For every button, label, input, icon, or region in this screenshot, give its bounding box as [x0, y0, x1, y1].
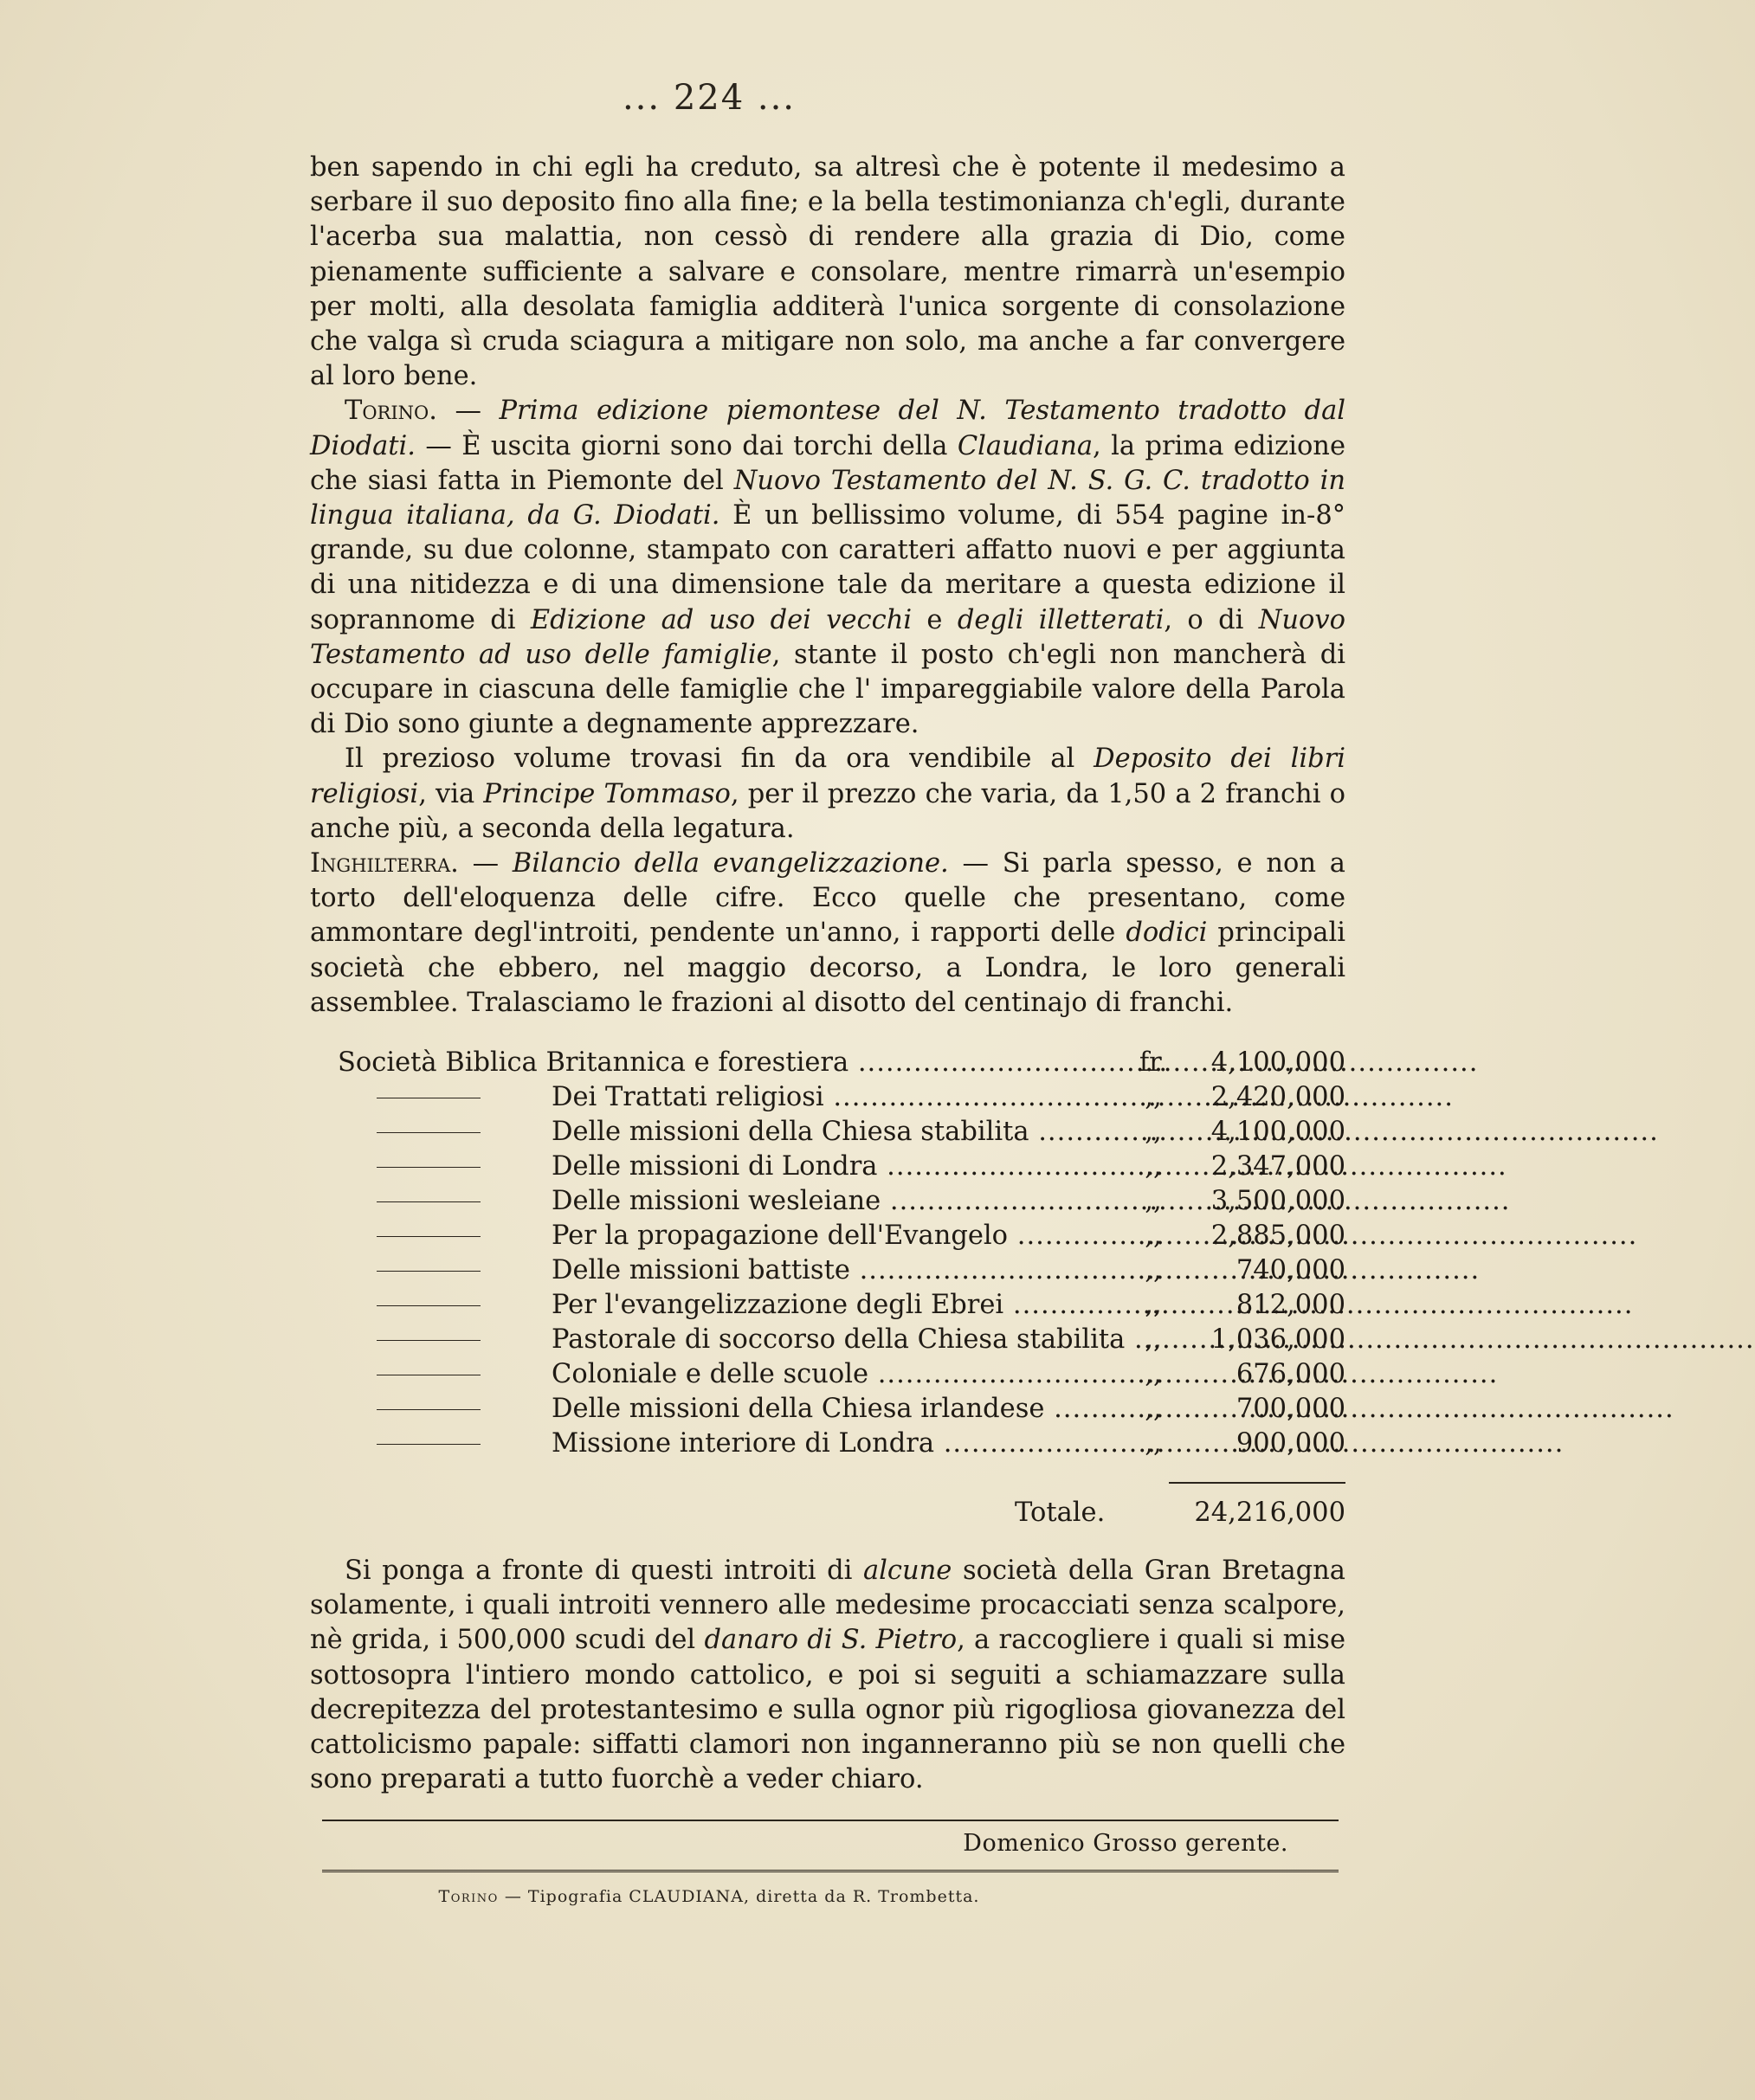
currency-mark: ,,	[1145, 1359, 1162, 1389]
italic-text: alcune	[862, 1556, 952, 1586]
society-name: Delle missioni di Londra .....	[552, 1150, 1015, 1184]
amount: 676,000	[1236, 1359, 1345, 1389]
total-row	[338, 1494, 1345, 1532]
table-row	[338, 1184, 1345, 1219]
table-row	[338, 1357, 1345, 1392]
ditto-dash	[377, 1340, 481, 1341]
paragraph	[310, 847, 1345, 1021]
society-name: Pastorale di soccorso della Chiesa stabilita .....	[552, 1323, 1015, 1357]
ditto-dash	[377, 1132, 481, 1133]
footer-double-rule	[322, 1870, 1339, 1875]
amount: 2,420,000	[1210, 1082, 1345, 1112]
text-run: — È uscita giorni sono dai torchi della	[416, 430, 958, 461]
footer-rule	[322, 1820, 1339, 1821]
ditto-dash	[377, 1271, 481, 1272]
section-heading: Inghilterra. —	[310, 848, 513, 879]
text-run: , per il prezzo che varia, da 1,50 a 2 franchi o anche più, a seconda della legatura.	[310, 778, 1345, 844]
currency-mark: ,,	[1145, 1082, 1162, 1112]
text-run: — Si parla spesso, e non a torto dell'eloquenza delle cifre. Ecco quelle che presentano, come ammontare degl'introiti, pendente un'anno, i rapporti delle	[310, 848, 1345, 949]
total-label: Totale.	[1015, 1498, 1106, 1528]
table-row	[338, 1115, 1345, 1150]
italic-text: Nuovo Testamento ad uso delle famiglie	[310, 604, 1346, 670]
income-table	[338, 1046, 1345, 1461]
society-name: Coloniale e delle scuole .....	[552, 1357, 1015, 1392]
currency-mark: ,,	[1145, 1394, 1162, 1424]
ditto-dash	[377, 1444, 481, 1445]
text-run: , a raccogliere i quali si mise sottosopra l'intiero mondo cattolico, e poi si seguiti a schiamazzare sulla decrepitezza del protestantesimo e sulla ognor più rigogliosa giovanezza del cattolicismo papale: siffatti clamori non inganneranno più se non quelli che sono preparati a tutto fuorchè a veder chiaro.	[310, 1625, 1345, 1795]
currency-mark: ,,	[1145, 1221, 1162, 1251]
italic-text: Claudiana	[957, 430, 1094, 461]
currency-mark: ,,	[1145, 1428, 1162, 1459]
text-run: società della Gran Bretagna solamente, i quali introiti vennero alle medesime procacciati senza scalpore, nè grida, i 500,000 scudi del	[310, 1556, 1345, 1656]
printer-imprint	[0, 1887, 1418, 1906]
paragraph	[310, 151, 1345, 394]
paragraph	[310, 742, 1345, 847]
article-body-top	[310, 151, 1345, 1021]
italic-text: Nuovo Testamento del N. S. G. C. tradotto in lingua italiana, da G. Diodati.	[310, 465, 1345, 531]
text-run: principali società che ebbero, nel maggio decorso, a Londra, le loro generali assemblee. Tralasciamo le frazioni al disotto del centinajo di franchi.	[310, 918, 1345, 1018]
society-name: Delle missioni battiste .....	[552, 1253, 1015, 1288]
currency-mark: ,,	[1145, 1151, 1162, 1182]
imprint-rest: — Tipografia CLAUDIANA, diretta da R. Trombetta.	[498, 1887, 980, 1906]
ditto-dash	[377, 1167, 481, 1168]
ditto-dash	[377, 1236, 481, 1237]
paragraph	[310, 394, 1345, 742]
total-rule	[1169, 1482, 1345, 1484]
ditto-dash	[377, 1409, 481, 1410]
currency-mark: ,,	[1145, 1255, 1162, 1285]
ditto-dash	[377, 1305, 481, 1306]
table-row	[338, 1392, 1345, 1427]
italic-text: dodici	[1126, 918, 1208, 949]
amount: 740,000	[1236, 1255, 1345, 1285]
society-name: Dei Trattati religiosi .....	[552, 1080, 1015, 1115]
page-number: ... 224 ...	[622, 78, 797, 118]
currency-mark: ,,	[1145, 1117, 1162, 1147]
table-row	[338, 1288, 1345, 1323]
paragraph	[310, 1554, 1345, 1797]
society-name: Per l'evangelizzazione degli Ebrei .....	[552, 1288, 1015, 1323]
text-run: , via	[418, 778, 484, 809]
table-row	[338, 1427, 1345, 1461]
table-row	[338, 1046, 1345, 1080]
italic-text: Bilancio della evangelizzazione.	[512, 848, 949, 879]
amount: 2,347,000	[1210, 1151, 1345, 1182]
society-name: Delle missioni della Chiesa stabilita .....	[552, 1115, 1015, 1150]
amount: 700,000	[1236, 1394, 1345, 1424]
amount: 3,500,000	[1210, 1186, 1345, 1216]
amount: 2,885,000	[1210, 1221, 1345, 1251]
currency-mark: ,,	[1145, 1324, 1162, 1355]
amount: 900,000	[1236, 1428, 1345, 1459]
currency-mark: ,,	[1145, 1186, 1162, 1216]
amount: 1,036,000	[1210, 1324, 1345, 1355]
society-name: Delle missioni della Chiesa irlandese .....	[552, 1392, 1015, 1427]
text-run: È un bellissimo volume, di 554 pagine in-8° grande, su due colonne, stampato con caratteri affatto nuovi e per aggiunta di una nitidezza e di una dimensione tale da meritare a questa edizione il soprannome di	[310, 500, 1345, 635]
table-row	[338, 1219, 1345, 1253]
society-name: Delle missioni wesleiane .....	[552, 1184, 1015, 1219]
currency-mark: fr.	[1139, 1047, 1168, 1078]
society-name: Per la propagazione dell'Evangelo .....	[552, 1219, 1015, 1253]
imprint-city: Torino	[438, 1887, 499, 1906]
table-row	[338, 1323, 1345, 1357]
italic-text: Deposito dei libri religiosi	[310, 744, 1345, 809]
text-run: e	[912, 604, 958, 635]
italic-text: danaro di S. Pietro	[704, 1625, 958, 1656]
text-run: , la prima edizione che siasi fatta in Piemonte del	[310, 430, 1345, 496]
amount: 4,100,000	[1210, 1047, 1345, 1078]
table-row	[338, 1080, 1345, 1115]
italic-text: Principe Tommaso	[483, 778, 731, 809]
italic-text: Edizione ad uso dei vecchi	[530, 604, 913, 635]
signature: Domenico Grosso gerente.	[963, 1830, 1288, 1857]
article-body-bottom	[310, 1554, 1345, 1797]
italic-text: Prima edizione piemontese del N. Testamento tradotto dal Diodati.	[310, 396, 1346, 461]
society-name: Società Biblica Britannica e forestiera .....	[338, 1046, 1108, 1080]
section-heading: Torino. —	[345, 396, 500, 427]
italic-text: degli illetterati	[957, 604, 1165, 635]
amount: 4,100,000	[1210, 1117, 1345, 1147]
text-run: ben sapendo in chi egli ha creduto, sa altresì che è potente il medesimo a serbare il suo deposito fino alla fine; e la bella testimonianza ch'egli, durante l'acerba sua malattia, non cessò di rendere alla grazia di Dio, come pienamente sufficiente a salvare e consolare, mentre rimarrà un'esempio per molti, alla desolata famiglia additerà l'unica sorgente di consolazione che valga sì cruda sciagura a mitigare non solo, ma anche a far convergere al loro bene.	[310, 152, 1345, 392]
society-name: Missione interiore di Londra .....	[552, 1427, 1015, 1461]
text-run: Si ponga a fronte di questi introiti di	[345, 1556, 863, 1586]
text-run: , o di	[1164, 604, 1259, 635]
text-run: Il prezioso volume trovasi fin da ora vendibile al	[345, 744, 1094, 775]
ditto-dash	[377, 1201, 481, 1202]
amount: 812,000	[1236, 1290, 1345, 1320]
currency-mark: ,,	[1145, 1290, 1162, 1320]
table-row	[338, 1253, 1345, 1288]
text-run: , stante il posto ch'egli non mancherà di occupare in ciascuna delle famiglie che l' impareggiabile valore della Parola di Dio sono giunte a degnamente apprezzare.	[310, 639, 1345, 740]
table-row	[338, 1150, 1345, 1184]
total-amount: 24,216,000	[1194, 1498, 1345, 1528]
